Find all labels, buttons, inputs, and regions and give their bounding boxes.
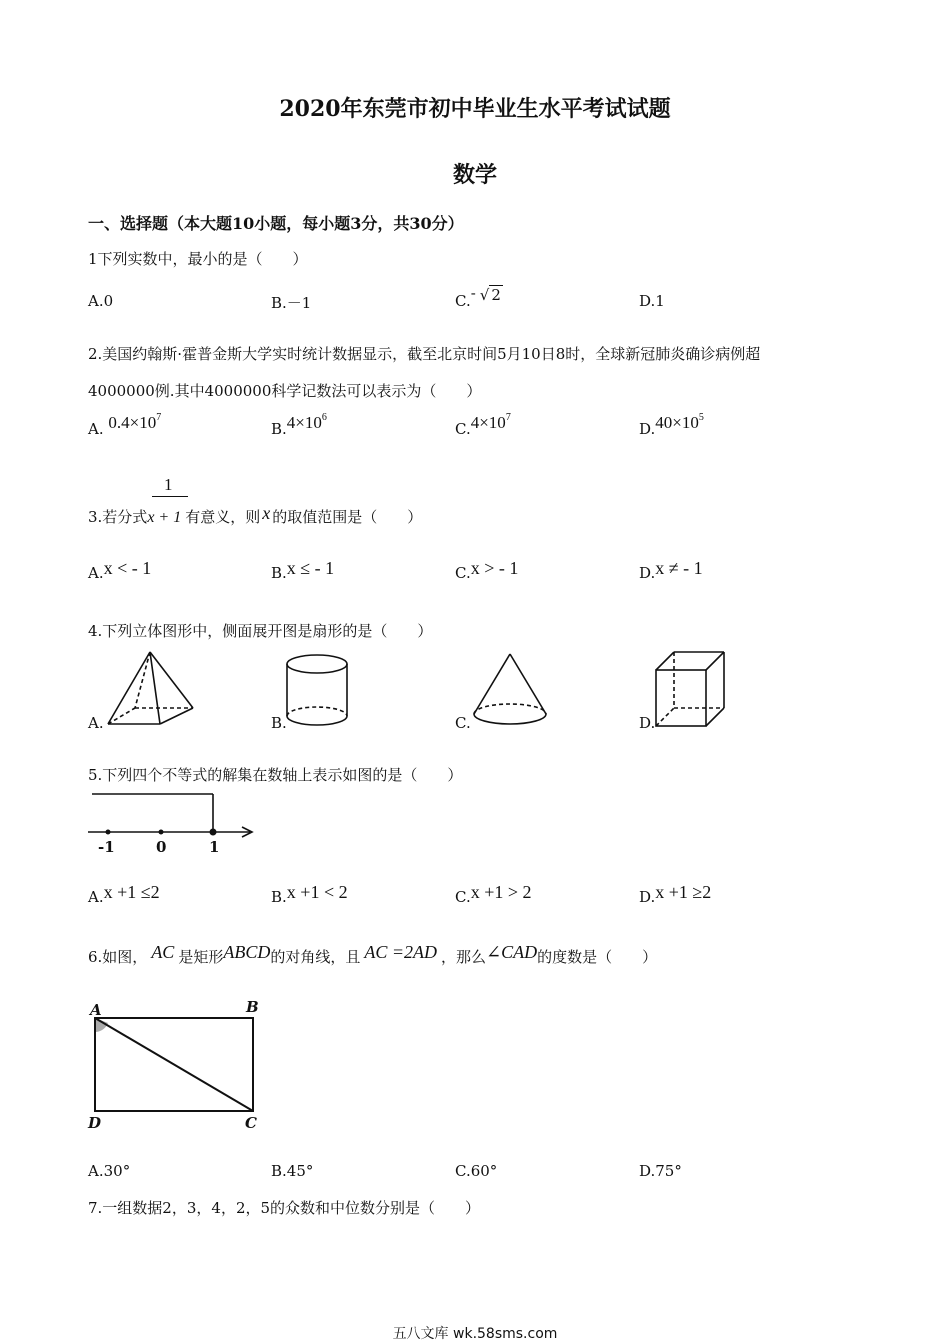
q6-option-a: A.30°	[88, 1162, 131, 1180]
vertex-c-label: C	[245, 1114, 257, 1132]
cube-figure	[652, 648, 732, 733]
subject-title: 数学	[452, 162, 497, 188]
q3-fraction-denominator: x + 1	[147, 509, 182, 526]
section-heading: 一、选择题（本大题10小题，每小题3分，共30分）	[88, 214, 464, 233]
vertex-a-label: A	[90, 1001, 102, 1019]
question-2-stem-line1: 2.美国约翰斯·霍普金斯大学实时统计数据显示，截至北京时间5月10日8时，全球新冠肺炎确诊病例超	[88, 345, 761, 363]
q2-option-a: A. $0.4\times 10^7$	[88, 412, 162, 438]
number-line-tick-1: 1	[209, 838, 220, 856]
q6-option-d: D.75°	[639, 1162, 682, 1180]
q4-option-d-label: D.	[639, 714, 656, 732]
number-line-tick-0: 0	[156, 838, 167, 856]
number-line-tick-neg1: -1	[98, 838, 115, 856]
q2-option-b: $B.4\times 10^6$	[271, 412, 327, 438]
question-4-stem: 4.下列立体图形中，侧面展开图是扇形的是（ ）	[88, 622, 433, 640]
q4-option-a-label: A.	[88, 714, 104, 732]
q6-option-c: C.60°	[455, 1162, 498, 1180]
question-5-stem: 5.下列四个不等式的解集在数轴上表示如图的是（ ）	[88, 766, 463, 784]
question-6-stem: 6.如图， AC 是矩形ABCD的对角线，且 AC =2AD ，那么∠CAD的度数是（ ）	[88, 942, 658, 966]
question-2-stem-line2: 4000000例.其中4000000科学记数法可以表示为（ ）	[88, 382, 482, 400]
q1-option-c: C.- √ 2	[455, 284, 501, 310]
rectangle-figure	[88, 998, 268, 1133]
q3-option-c: C.x > - 1	[455, 558, 519, 582]
pyramid-figure	[100, 648, 200, 733]
q3-option-a: A.x < - 1	[88, 558, 152, 582]
page-title: 2020年东莞市初中毕业生水平考试试题	[279, 96, 671, 122]
q3-fraction-numerator: 1	[164, 475, 173, 494]
footer-watermark: 五八文库 wk.58sms.com	[392, 1326, 558, 1342]
q1-option-d: D.1	[639, 292, 665, 310]
q6-option-b: B.45°	[271, 1162, 314, 1180]
q5-option-c: C.x +1 > 2	[455, 882, 532, 906]
q1-option-b: B.－1	[271, 294, 312, 312]
q3-option-d: D.x ≠ - 1	[639, 558, 703, 582]
vertex-b-label: B	[246, 998, 259, 1016]
cone-figure	[470, 650, 555, 732]
q5-option-b: B.x +1 < 2	[271, 882, 348, 906]
q3-fraction-bar	[152, 496, 188, 497]
q5-option-a: A.x +1 ≤2	[88, 882, 160, 906]
q2-option-d: $D.40\times 10^5$	[639, 412, 704, 438]
q5-option-d: D.x +1 ≥2	[639, 882, 712, 906]
q4-option-c-label: C.	[455, 714, 471, 732]
question-7-stem: 7.一组数据2，3，4，2，5的众数和中位数分别是（ ）	[88, 1199, 481, 1217]
cylinder-figure	[284, 652, 354, 732]
q4-option-b-label: B.	[271, 714, 287, 732]
question-1-stem: 1下列实数中，最小的是（ ）	[88, 250, 308, 268]
vertex-d-label: D	[88, 1114, 102, 1132]
q2-option-c: $C.4\times 10^7$	[455, 412, 511, 438]
q1-option-a: A.0	[88, 292, 114, 310]
question-3-stem: 3.若分式x + 1 有意义，则 x 的取值范围是（ ）	[88, 503, 423, 526]
q3-option-b: B.x ≤ - 1	[271, 558, 335, 582]
